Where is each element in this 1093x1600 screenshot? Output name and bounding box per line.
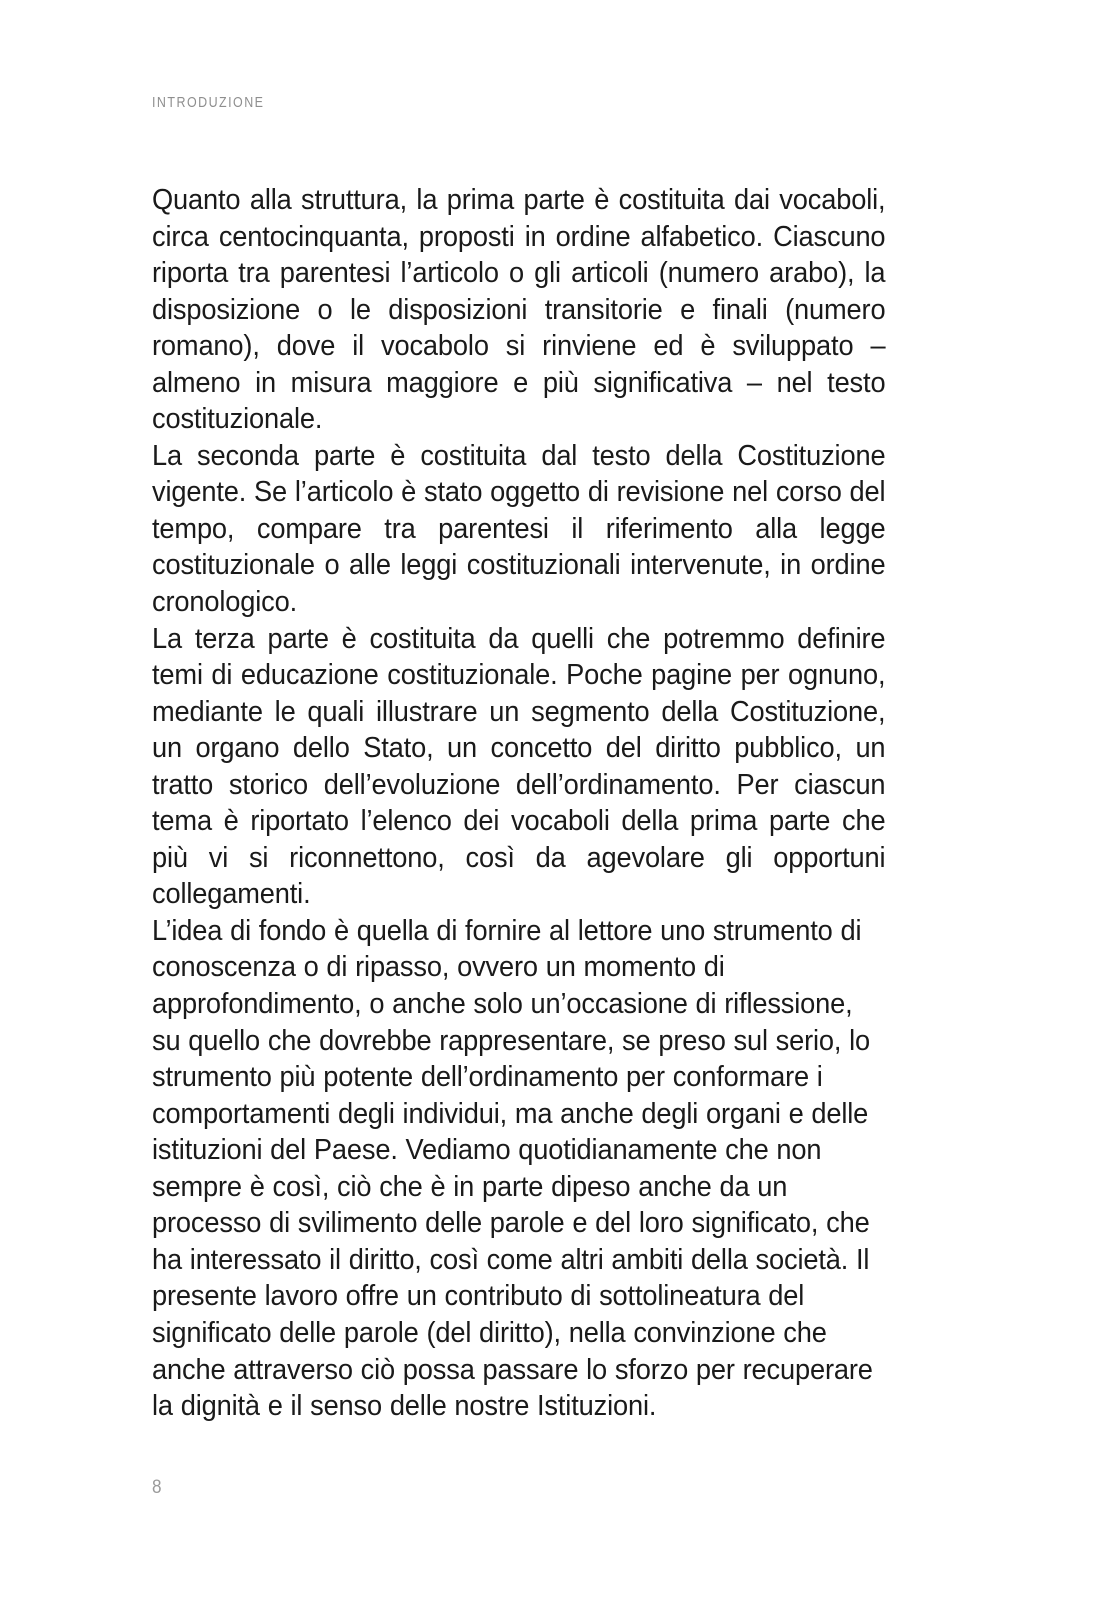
paragraph: Quanto alla struttura, la prima parte è costituita dai vocaboli, circa centocinquanta, proposti in ordine alfabetico. Ciascuno riporta tra parentesi l’articolo o gli articoli (numero arabo), la disposizione o le disposizioni transitorie e finali (numero romano), dove il vocabolo si rinviene ed è sviluppato – almeno in misura maggiore e più significativa – nel testo costituzionale. bbox=[152, 184, 886, 436]
running-head: INTRODUZIONE bbox=[152, 95, 265, 111]
body-text-block bbox=[152, 182, 920, 1425]
paragraph: L’idea di fondo è quella di fornire al lettore uno strumento di conoscenza o di ripasso, ovvero un momento di approfondimento, o anche solo un’occasione di riflessione, su quello che dovrebbe rappresentare, se preso sul serio, lo strumento più potente dell’ordinamento per conformare i comportamenti degli individui, ma anche degli organi e delle istituzioni del Paese. Vediamo quotidianamente che non sempre è così, ciò che è in parte dipeso anche da un processo di svilimento delle parole e del loro significato, che ha interessato il diritto, così come altri ambiti della società. Il presente lavoro offre un contributo di sottolineatura del significato delle parole (del diritto), nella convinzione che anche attraverso ciò possa passare lo sforzo per recuperare la dignità e il senso delle nostre Istituzioni. bbox=[152, 914, 873, 1423]
page-number: 8 bbox=[152, 1477, 162, 1498]
paragraph: La terza parte è costituita da quelli che potremmo definire temi di educazione costituzionale. Poche pagine per ognuno, mediante le quali illustrare un segmento della Costituzione, un organo dello Stato, un concetto del diritto pubblico, un tratto storico dell’evoluzione dell’ordinamento. Per ciascun tema è riportato l’elenco dei vocaboli della prima parte che più vi si riconnettono, così da agevolare gli opportuni collegamenti. bbox=[152, 622, 886, 911]
paragraph: La seconda parte è costituita dal testo della Costituzione vigente. Se l’articolo è stato oggetto di revisione nel corso del tempo, compare tra parentesi il riferimento alla legge costituzionale o alle leggi costituzionali intervenute, in ordine cronologico. bbox=[152, 439, 886, 619]
